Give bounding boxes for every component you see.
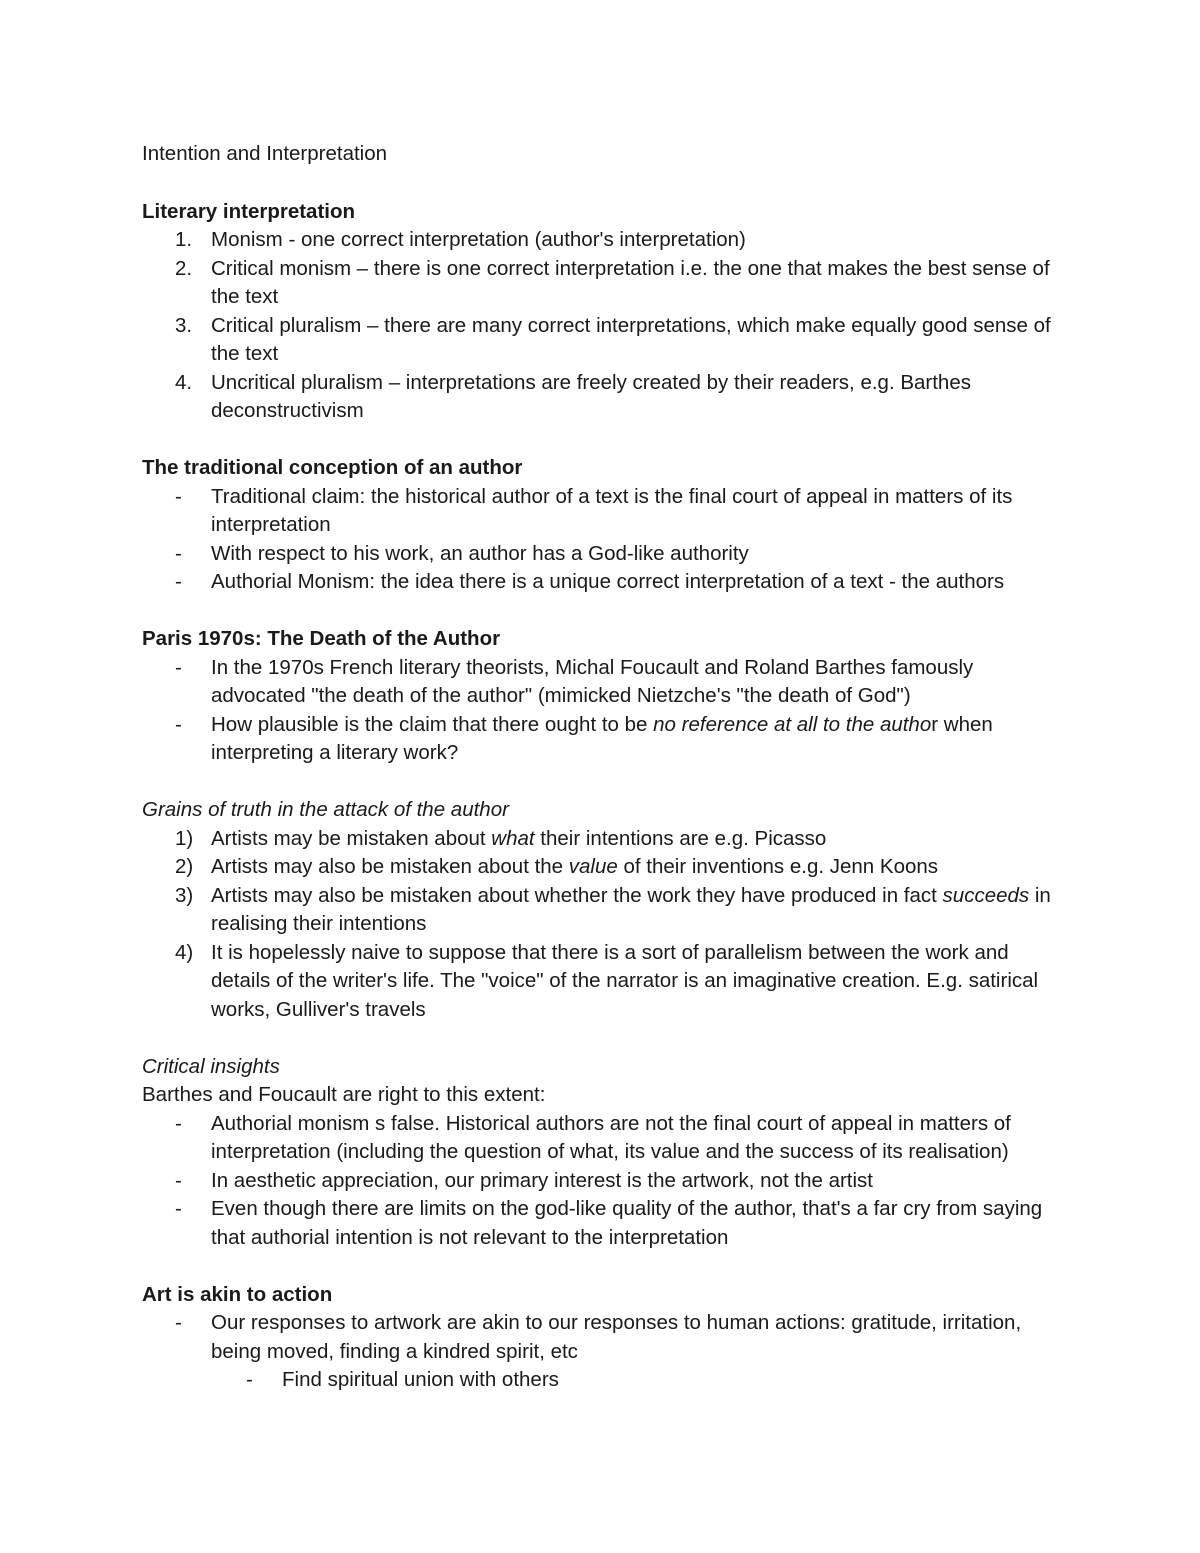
list-marker: - <box>175 1111 182 1135</box>
list-marker: 3. <box>175 313 193 337</box>
list-item-text: Find spiritual union with others <box>282 1368 559 1391</box>
list-item <box>142 1195 1072 1252</box>
list-marker: 2. <box>175 256 193 280</box>
text-run: of their inventions e.g. Jenn Koons <box>617 855 939 878</box>
list-item-text: Even though there are limits on the god-like quality of the author, that's a far cry from saying that authorial intention is not relevant to the interpretation <box>211 1197 1043 1249</box>
list-item <box>142 654 1072 711</box>
emphasis-text: succeeds <box>942 883 1030 907</box>
list-marker: - <box>175 712 182 736</box>
heading-critical-insights: Critical insights <box>142 1054 280 1078</box>
list-item-text: Critical monism – there is one correct interpretation i.e. the one that makes the best sense of the text <box>211 256 1050 308</box>
paragraph-spacer <box>142 1252 1072 1281</box>
list-marker: 3) <box>175 883 194 907</box>
text-run: Artists may also be mistaken about whether the work they have produced in fact <box>211 883 943 907</box>
paragraph-spacer <box>142 768 1072 797</box>
list-item <box>142 882 1072 939</box>
list-item-text: Traditional claim: the historical author of a text is the final court of appeal in matters of its interpretation <box>211 484 1013 536</box>
list-item-text: Monism - one correct interpretation (author's interpretation) <box>211 228 746 251</box>
list-item <box>142 1110 1072 1167</box>
text-run: their intentions are e.g. Picasso <box>534 826 827 850</box>
list-item <box>142 312 1072 369</box>
list-marker: 2) <box>175 855 194 878</box>
list-item-text: Our responses to artwork are akin to our responses to human actions: gratitude, irritation, being moved, finding a kindred spirit, etc <box>211 1311 1022 1363</box>
list-item-text <box>211 884 1051 936</box>
text-run: in realising their intentions <box>211 883 1051 935</box>
list-marker: - <box>175 1168 182 1192</box>
list-marker: - <box>175 1311 182 1334</box>
list-item <box>142 711 1072 768</box>
emphasis-text: what <box>491 826 535 850</box>
list-item <box>142 255 1072 312</box>
paragraph-spacer <box>142 426 1072 455</box>
list-marker: - <box>175 570 182 593</box>
text-run: Artists may be mistaken about <box>211 826 492 850</box>
heading-literary-interpretation: Literary interpretation <box>142 199 356 223</box>
list-item <box>142 1309 1072 1366</box>
paragraph-spacer <box>142 1024 1072 1053</box>
list-item <box>142 568 1072 597</box>
list-item-text <box>211 855 938 878</box>
list-item <box>142 825 1072 854</box>
list-item-text: It is hopelessly naive to suppose that there is a sort of parallelism between the work and details of the writer's life. The "voice" of the narrator is an imaginative creation. E.g. satirical works, Gulliver's travels <box>211 940 1039 1021</box>
emphasis-text: value <box>568 855 618 878</box>
list-item <box>142 369 1072 426</box>
list-marker: 1. <box>175 228 193 251</box>
heading-art-akin-to-action: Art is akin to action <box>142 1282 333 1306</box>
list-item <box>142 483 1072 540</box>
emphasis-text: no reference at all to the autho <box>653 712 932 736</box>
list-item-text: Authorial Monism: the idea there is a unique correct interpretation of a text - the authors <box>211 570 1005 593</box>
heading-death-of-the-author: Paris 1970s: The Death of the Author <box>142 627 501 650</box>
list-item <box>142 1167 1072 1196</box>
list-item-text: In aesthetic appreciation, our primary interest is the artwork, not the artist <box>211 1168 873 1192</box>
heading-grains-of-truth: Grains of truth in the attack of the author <box>142 798 509 821</box>
list-marker: 4. <box>175 370 193 394</box>
list-marker: 1) <box>175 826 194 850</box>
list-marker: - <box>246 1368 253 1391</box>
list-item <box>142 540 1072 569</box>
list-item-text: Critical pluralism – there are many correct interpretations, which make equally good sense of the text <box>211 313 1051 365</box>
document-title: Intention and Interpretation <box>142 142 388 165</box>
list-item <box>142 226 1072 255</box>
list-item-text: Authorial monism s false. Historical authors are not the final court of appeal in matters of interpretation (including the question of what, its value and the success of its realisation) <box>211 1111 1011 1163</box>
document-body <box>142 140 1072 1395</box>
list-marker: - <box>175 484 182 508</box>
text-run: Artists may also be mistaken about the <box>211 855 569 878</box>
list-marker: 4) <box>175 940 194 964</box>
text-run: r when interpreting a literary work? <box>211 712 993 764</box>
list-marker: - <box>175 1197 182 1220</box>
text-run: How plausible is the claim that there ought to be <box>211 712 654 736</box>
list-item-text <box>211 713 993 765</box>
heading-traditional-conception: The traditional conception of an author <box>142 456 523 479</box>
list-item-text <box>211 827 826 850</box>
list-item <box>142 853 1072 882</box>
list-item-nested <box>142 1366 1072 1395</box>
list-marker: - <box>175 655 182 679</box>
paragraph-spacer <box>142 597 1072 626</box>
list-item-text: With respect to his work, an author has a God-like authority <box>211 541 749 565</box>
list-item-text: In the 1970s French literary theorists, Michal Foucault and Roland Barthes famously advocated "the death of the author" (mimicked Nietzche's "the death of God") <box>211 655 974 707</box>
list-item <box>142 939 1072 1025</box>
list-item-text: Uncritical pluralism – interpretations are freely created by their readers, e.g. Barthes deconstructivism <box>211 370 971 422</box>
list-marker: - <box>175 541 182 565</box>
critical-intro: Barthes and Foucault are right to this extent: <box>142 1083 546 1106</box>
